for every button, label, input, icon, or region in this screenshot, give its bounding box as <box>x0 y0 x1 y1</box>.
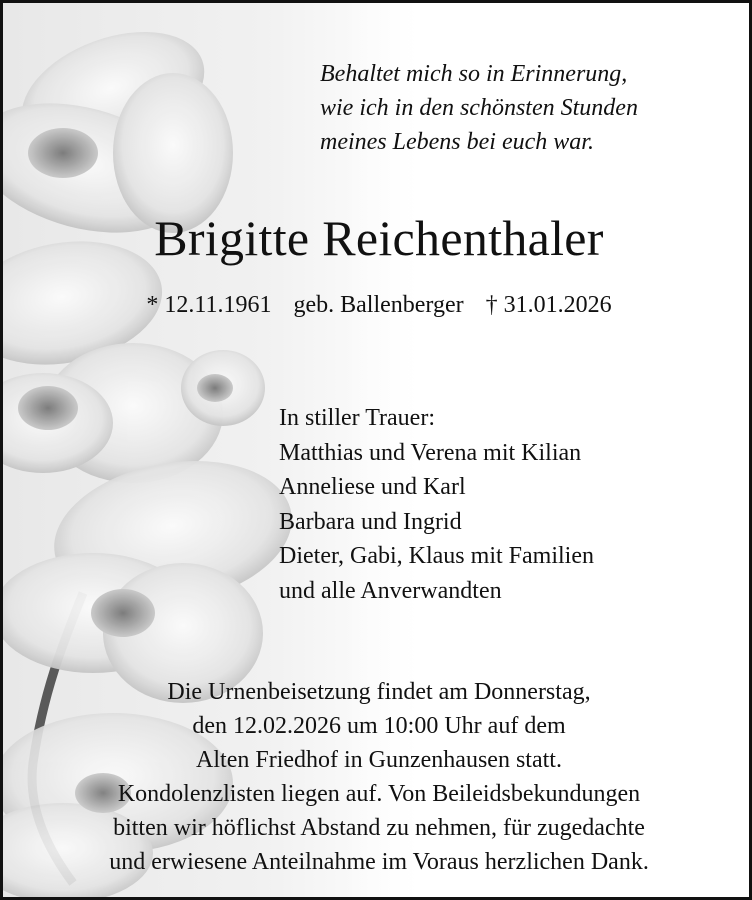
mourner-entry: und alle Anverwandten <box>279 577 502 604</box>
funeral-line: Die Urnenbeisetzung findet am Donnerstag, <box>167 679 591 705</box>
funeral-line: bitten wir höflichst Abstand zu nehmen, für zugedachte <box>113 815 645 841</box>
mourner-entry: Dieter, Gabi, Klaus mit Familien <box>279 543 594 569</box>
mourners-list <box>279 401 739 608</box>
funeral-line: den 12.02.2026 um 10:00 Uhr auf dem <box>192 713 566 739</box>
mourners-heading: In stiller Trauer: <box>279 405 435 431</box>
funeral-line: Alten Friedhof in Gunzenhausen statt. <box>196 747 562 773</box>
funeral-line: Kondolenzlisten liegen auf. Von Beileidsbekundungen <box>117 781 641 807</box>
funeral-details <box>3 675 752 879</box>
quote-line: wie ich in den schönsten Stunden <box>320 95 638 121</box>
quote-line: meines Lebens bei euch war. <box>320 129 594 155</box>
maiden-name: geb. Ballenberger <box>293 292 464 318</box>
mourner-entry: Anneliese und Karl <box>279 474 466 500</box>
funeral-line: und erwiesene Anteilnahme im Voraus herzlichen Dank. <box>109 849 649 875</box>
memorial-quote <box>320 57 740 159</box>
mourner-entry: Matthias und Verena mit Kilian <box>279 439 582 466</box>
life-dates <box>3 289 752 321</box>
quote-line: Behaltet mich so in Erinnerung, <box>320 61 628 87</box>
birth-date: * 12.11.1961 <box>146 292 272 318</box>
deceased-name: Brigitte Reichenthaler <box>154 210 604 266</box>
death-date: † 31.01.2026 <box>485 292 612 318</box>
mourner-entry: Barbara und Ingrid <box>279 508 462 535</box>
